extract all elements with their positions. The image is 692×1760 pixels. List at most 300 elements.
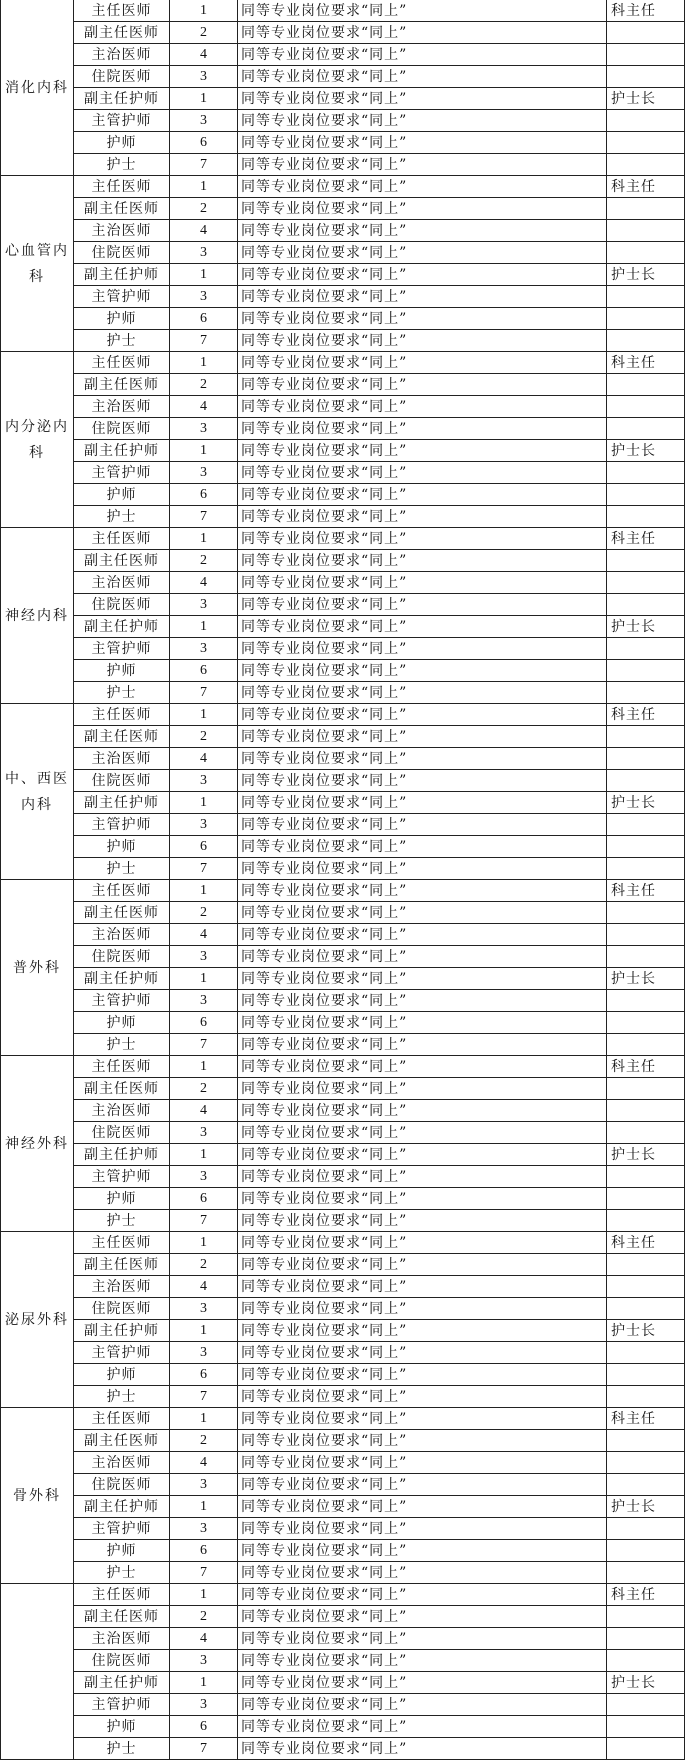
- table-row: [1, 704, 685, 726]
- role-cell: [607, 506, 685, 528]
- role-cell: [607, 1386, 685, 1408]
- position-cell: 住院医师: [74, 946, 170, 968]
- table-row: [1, 792, 685, 814]
- role-cell: [607, 1122, 685, 1144]
- position-cell: 副主任医师: [74, 374, 170, 396]
- table-row: [1, 990, 685, 1012]
- count-cell: 2: [170, 726, 238, 748]
- requirement-cell: 同等专业岗位要求“同上”: [238, 616, 607, 638]
- table-row: [1, 176, 685, 198]
- requirement-cell: 同等专业岗位要求“同上”: [238, 440, 607, 462]
- position-cell: 主管护师: [74, 1342, 170, 1364]
- position-cell: 副主任护师: [74, 1672, 170, 1694]
- requirement-cell: 同等专业岗位要求“同上”: [238, 1430, 607, 1452]
- role-cell: 科主任: [607, 1408, 685, 1430]
- table-row: [1, 154, 685, 176]
- table-row: [1, 836, 685, 858]
- role-cell: [607, 550, 685, 572]
- count-cell: 1: [170, 176, 238, 198]
- count-cell: 1: [170, 1584, 238, 1606]
- requirement-cell: 同等专业岗位要求“同上”: [238, 1672, 607, 1694]
- requirement-cell: 同等专业岗位要求“同上”: [238, 1738, 607, 1760]
- position-cell: 主管护师: [74, 638, 170, 660]
- requirement-cell: 同等专业岗位要求“同上”: [238, 968, 607, 990]
- role-cell: [607, 242, 685, 264]
- role-cell: [607, 1452, 685, 1474]
- table-row: [1, 1100, 685, 1122]
- count-cell: 1: [170, 1496, 238, 1518]
- count-cell: 3: [170, 1166, 238, 1188]
- count-cell: 6: [170, 484, 238, 506]
- requirement-cell: 同等专业岗位要求“同上”: [238, 1122, 607, 1144]
- position-cell: 主治医师: [74, 1100, 170, 1122]
- table-row: [1, 286, 685, 308]
- position-cell: 护师: [74, 660, 170, 682]
- count-cell: 3: [170, 242, 238, 264]
- table-row: [1, 484, 685, 506]
- position-cell: 副主任医师: [74, 198, 170, 220]
- count-cell: 6: [170, 1188, 238, 1210]
- position-cell: 主任医师: [74, 1584, 170, 1606]
- requirement-cell: 同等专业岗位要求“同上”: [238, 946, 607, 968]
- table-row: [1, 946, 685, 968]
- table-row: [1, 1408, 685, 1430]
- role-cell: [607, 1716, 685, 1738]
- position-cell: 副主任医师: [74, 1254, 170, 1276]
- position-cell: 主任医师: [74, 1408, 170, 1430]
- department-cell: [1, 1584, 74, 1760]
- position-cell: 主管护师: [74, 286, 170, 308]
- count-cell: 7: [170, 154, 238, 176]
- table-row: [1, 1738, 685, 1760]
- count-cell: 2: [170, 198, 238, 220]
- role-cell: [607, 1364, 685, 1386]
- count-cell: 6: [170, 1364, 238, 1386]
- requirement-cell: 同等专业岗位要求“同上”: [238, 396, 607, 418]
- position-cell: 护士: [74, 1210, 170, 1232]
- table-row: [1, 264, 685, 286]
- position-cell: 主管护师: [74, 110, 170, 132]
- requirement-cell: 同等专业岗位要求“同上”: [238, 814, 607, 836]
- position-cell: 住院医师: [74, 418, 170, 440]
- role-cell: 护士长: [607, 440, 685, 462]
- requirement-cell: 同等专业岗位要求“同上”: [238, 1254, 607, 1276]
- requirement-cell: 同等专业岗位要求“同上”: [238, 506, 607, 528]
- count-cell: 2: [170, 1254, 238, 1276]
- table-row: [1, 1650, 685, 1672]
- count-cell: 2: [170, 550, 238, 572]
- count-cell: 1: [170, 1056, 238, 1078]
- requirement-cell: 同等专业岗位要求“同上”: [238, 1276, 607, 1298]
- role-cell: 科主任: [607, 704, 685, 726]
- table-row: [1, 1628, 685, 1650]
- table-row: [1, 770, 685, 792]
- table-row: [1, 1716, 685, 1738]
- position-cell: 副主任医师: [74, 1430, 170, 1452]
- table-row: [1, 726, 685, 748]
- role-cell: [607, 132, 685, 154]
- count-cell: 4: [170, 748, 238, 770]
- role-cell: [607, 66, 685, 88]
- position-cell: 副主任护师: [74, 1144, 170, 1166]
- role-cell: [607, 1254, 685, 1276]
- count-cell: 7: [170, 1386, 238, 1408]
- count-cell: 4: [170, 1276, 238, 1298]
- requirement-cell: 同等专业岗位要求“同上”: [238, 1716, 607, 1738]
- count-cell: 3: [170, 1650, 238, 1672]
- count-cell: 1: [170, 264, 238, 286]
- department-cell: 神经内科: [1, 528, 74, 704]
- count-cell: 3: [170, 1122, 238, 1144]
- count-cell: 2: [170, 22, 238, 44]
- count-cell: 1: [170, 968, 238, 990]
- count-cell: 3: [170, 946, 238, 968]
- table-row: [1, 1496, 685, 1518]
- requirement-cell: 同等专业岗位要求“同上”: [238, 110, 607, 132]
- position-cell: 主管护师: [74, 1518, 170, 1540]
- count-cell: 1: [170, 1408, 238, 1430]
- count-cell: 7: [170, 1562, 238, 1584]
- table-row: [1, 1188, 685, 1210]
- table-row: [1, 1672, 685, 1694]
- table-row: [1, 1012, 685, 1034]
- requirement-cell: 同等专业岗位要求“同上”: [238, 1628, 607, 1650]
- role-cell: 科主任: [607, 528, 685, 550]
- role-cell: [607, 484, 685, 506]
- table-row: [1, 1034, 685, 1056]
- role-cell: [607, 374, 685, 396]
- table-row: [1, 1364, 685, 1386]
- table-row: [1, 1474, 685, 1496]
- requirement-cell: 同等专业岗位要求“同上”: [238, 462, 607, 484]
- table-row: [1, 308, 685, 330]
- role-cell: 科主任: [607, 176, 685, 198]
- position-cell: 住院医师: [74, 66, 170, 88]
- role-cell: 科主任: [607, 1584, 685, 1606]
- table-row: [1, 880, 685, 902]
- count-cell: 4: [170, 396, 238, 418]
- requirement-cell: 同等专业岗位要求“同上”: [238, 220, 607, 242]
- role-cell: [607, 748, 685, 770]
- role-cell: [607, 44, 685, 66]
- department-cell: 普外科: [1, 880, 74, 1056]
- role-cell: 科主任: [607, 1232, 685, 1254]
- position-cell: 主任医师: [74, 352, 170, 374]
- position-cell: 住院医师: [74, 770, 170, 792]
- table-row: [1, 1694, 685, 1716]
- position-cell: 护士: [74, 506, 170, 528]
- requirement-cell: 同等专业岗位要求“同上”: [238, 1298, 607, 1320]
- count-cell: 7: [170, 1210, 238, 1232]
- requirement-cell: 同等专业岗位要求“同上”: [238, 1078, 607, 1100]
- table-row: [1, 1232, 685, 1254]
- role-cell: [607, 814, 685, 836]
- count-cell: 4: [170, 1628, 238, 1650]
- position-cell: 护士: [74, 682, 170, 704]
- position-cell: 主治医师: [74, 44, 170, 66]
- table-row: [1, 638, 685, 660]
- count-cell: 6: [170, 1716, 238, 1738]
- position-cell: 主治医师: [74, 1276, 170, 1298]
- requirement-cell: 同等专业岗位要求“同上”: [238, 1408, 607, 1430]
- table-row: [1, 1122, 685, 1144]
- role-cell: [607, 1100, 685, 1122]
- count-cell: 7: [170, 330, 238, 352]
- role-cell: [607, 1540, 685, 1562]
- role-cell: [607, 1738, 685, 1760]
- table-row: [1, 0, 685, 22]
- role-cell: [607, 726, 685, 748]
- count-cell: 1: [170, 0, 238, 22]
- count-cell: 3: [170, 770, 238, 792]
- position-cell: 主任医师: [74, 0, 170, 22]
- count-cell: 3: [170, 1518, 238, 1540]
- role-cell: [607, 198, 685, 220]
- requirement-cell: 同等专业岗位要求“同上”: [238, 990, 607, 1012]
- requirement-cell: 同等专业岗位要求“同上”: [238, 330, 607, 352]
- requirement-cell: 同等专业岗位要求“同上”: [238, 902, 607, 924]
- role-cell: [607, 990, 685, 1012]
- role-cell: [607, 660, 685, 682]
- position-cell: 副主任护师: [74, 616, 170, 638]
- position-cell: 护士: [74, 1386, 170, 1408]
- position-cell: 副主任护师: [74, 264, 170, 286]
- position-cell: 主任医师: [74, 704, 170, 726]
- position-cell: 护士: [74, 154, 170, 176]
- requirement-cell: 同等专业岗位要求“同上”: [238, 264, 607, 286]
- requirement-cell: 同等专业岗位要求“同上”: [238, 176, 607, 198]
- count-cell: 1: [170, 880, 238, 902]
- role-cell: [607, 1650, 685, 1672]
- role-cell: [607, 1012, 685, 1034]
- table-row: [1, 132, 685, 154]
- role-cell: [607, 1078, 685, 1100]
- role-cell: [607, 1276, 685, 1298]
- table-row: [1, 1518, 685, 1540]
- role-cell: [607, 462, 685, 484]
- count-cell: 3: [170, 1474, 238, 1496]
- count-cell: 6: [170, 1012, 238, 1034]
- table-row: [1, 506, 685, 528]
- table-row: [1, 682, 685, 704]
- count-cell: 1: [170, 1232, 238, 1254]
- count-cell: 1: [170, 88, 238, 110]
- table-row: [1, 1078, 685, 1100]
- position-cell: 副主任医师: [74, 550, 170, 572]
- requirement-cell: 同等专业岗位要求“同上”: [238, 836, 607, 858]
- requirement-cell: 同等专业岗位要求“同上”: [238, 528, 607, 550]
- requirement-cell: 同等专业岗位要求“同上”: [238, 594, 607, 616]
- count-cell: 3: [170, 66, 238, 88]
- role-cell: [607, 22, 685, 44]
- position-cell: 主治医师: [74, 924, 170, 946]
- requirement-cell: 同等专业岗位要求“同上”: [238, 286, 607, 308]
- requirement-cell: 同等专业岗位要求“同上”: [238, 1034, 607, 1056]
- table-row: [1, 660, 685, 682]
- position-cell: 副主任医师: [74, 1078, 170, 1100]
- count-cell: 1: [170, 704, 238, 726]
- position-cell: 住院医师: [74, 1650, 170, 1672]
- count-cell: 4: [170, 572, 238, 594]
- table-row: [1, 242, 685, 264]
- count-cell: 3: [170, 1694, 238, 1716]
- department-cell: 心血管内科: [1, 176, 74, 352]
- requirement-cell: 同等专业岗位要求“同上”: [238, 242, 607, 264]
- position-cell: 主管护师: [74, 990, 170, 1012]
- role-cell: [607, 1562, 685, 1584]
- count-cell: 4: [170, 44, 238, 66]
- position-cell: 副主任医师: [74, 726, 170, 748]
- position-cell: 副主任护师: [74, 440, 170, 462]
- position-cell: 护士: [74, 1562, 170, 1584]
- position-cell: 护士: [74, 1738, 170, 1760]
- role-cell: [607, 330, 685, 352]
- role-cell: 护士长: [607, 1496, 685, 1518]
- position-cell: 副主任护师: [74, 1496, 170, 1518]
- requirement-cell: 同等专业岗位要求“同上”: [238, 374, 607, 396]
- table-row: [1, 88, 685, 110]
- requirement-cell: 同等专业岗位要求“同上”: [238, 1540, 607, 1562]
- count-cell: 1: [170, 528, 238, 550]
- requirement-cell: 同等专业岗位要求“同上”: [238, 748, 607, 770]
- requirement-cell: 同等专业岗位要求“同上”: [238, 1144, 607, 1166]
- count-cell: 1: [170, 1672, 238, 1694]
- position-cell: 护士: [74, 330, 170, 352]
- position-cell: 护师: [74, 1364, 170, 1386]
- table-row: [1, 440, 685, 462]
- count-cell: 4: [170, 924, 238, 946]
- position-cell: 护师: [74, 1540, 170, 1562]
- role-cell: [607, 1474, 685, 1496]
- table-row: [1, 1166, 685, 1188]
- requirement-cell: 同等专业岗位要求“同上”: [238, 1606, 607, 1628]
- position-cell: 主治医师: [74, 1452, 170, 1474]
- table-row: [1, 1210, 685, 1232]
- count-cell: 2: [170, 1078, 238, 1100]
- count-cell: 3: [170, 462, 238, 484]
- count-cell: 7: [170, 1034, 238, 1056]
- role-cell: [607, 1034, 685, 1056]
- role-cell: 科主任: [607, 0, 685, 22]
- role-cell: [607, 1518, 685, 1540]
- role-cell: 科主任: [607, 1056, 685, 1078]
- count-cell: 6: [170, 308, 238, 330]
- role-cell: [607, 154, 685, 176]
- count-cell: 3: [170, 1342, 238, 1364]
- requirement-cell: 同等专业岗位要求“同上”: [238, 66, 607, 88]
- position-cell: 主管护师: [74, 1694, 170, 1716]
- count-cell: 7: [170, 858, 238, 880]
- role-cell: [607, 286, 685, 308]
- count-cell: 1: [170, 792, 238, 814]
- position-cell: 主任医师: [74, 528, 170, 550]
- requirement-cell: 同等专业岗位要求“同上”: [238, 1232, 607, 1254]
- requirement-cell: 同等专业岗位要求“同上”: [238, 1166, 607, 1188]
- requirement-cell: 同等专业岗位要求“同上”: [238, 308, 607, 330]
- count-cell: 3: [170, 1298, 238, 1320]
- role-cell: 科主任: [607, 880, 685, 902]
- position-cell: 护师: [74, 484, 170, 506]
- count-cell: 6: [170, 660, 238, 682]
- role-cell: 护士长: [607, 264, 685, 286]
- role-cell: 护士长: [607, 1144, 685, 1166]
- role-cell: [607, 1430, 685, 1452]
- count-cell: 3: [170, 990, 238, 1012]
- position-cell: 副主任医师: [74, 902, 170, 924]
- count-cell: 2: [170, 1606, 238, 1628]
- role-cell: [607, 836, 685, 858]
- requirement-cell: 同等专业岗位要求“同上”: [238, 1452, 607, 1474]
- requirement-cell: 同等专业岗位要求“同上”: [238, 1210, 607, 1232]
- requirement-cell: 同等专业岗位要求“同上”: [238, 1518, 607, 1540]
- requirement-cell: 同等专业岗位要求“同上”: [238, 726, 607, 748]
- table-row: [1, 616, 685, 638]
- table-row: [1, 1144, 685, 1166]
- table-row: [1, 1254, 685, 1276]
- table-row: [1, 1056, 685, 1078]
- department-cell: 中、西医内科: [1, 704, 74, 880]
- position-cell: 护师: [74, 1188, 170, 1210]
- position-cell: 住院医师: [74, 1122, 170, 1144]
- table-row: [1, 814, 685, 836]
- position-cell: 主管护师: [74, 1166, 170, 1188]
- count-cell: 4: [170, 1452, 238, 1474]
- position-cell: 护师: [74, 308, 170, 330]
- table-row: [1, 968, 685, 990]
- position-cell: 主任医师: [74, 880, 170, 902]
- role-cell: [607, 1166, 685, 1188]
- table-row: [1, 44, 685, 66]
- requirement-cell: 同等专业岗位要求“同上”: [238, 1386, 607, 1408]
- count-cell: 2: [170, 902, 238, 924]
- role-cell: 护士长: [607, 792, 685, 814]
- requirement-cell: 同等专业岗位要求“同上”: [238, 484, 607, 506]
- requirement-cell: 同等专业岗位要求“同上”: [238, 1342, 607, 1364]
- requirement-cell: 同等专业岗位要求“同上”: [238, 880, 607, 902]
- table-row: [1, 550, 685, 572]
- table-row: [1, 1606, 685, 1628]
- role-cell: 护士长: [607, 616, 685, 638]
- requirement-cell: 同等专业岗位要求“同上”: [238, 550, 607, 572]
- requirement-cell: 同等专业岗位要求“同上”: [238, 418, 607, 440]
- count-cell: 1: [170, 1320, 238, 1342]
- count-cell: 3: [170, 418, 238, 440]
- requirement-cell: 同等专业岗位要求“同上”: [238, 1584, 607, 1606]
- role-cell: [607, 594, 685, 616]
- requirement-cell: 同等专业岗位要求“同上”: [238, 660, 607, 682]
- position-cell: 副主任医师: [74, 22, 170, 44]
- table-row: [1, 924, 685, 946]
- count-cell: 1: [170, 352, 238, 374]
- role-cell: 科主任: [607, 352, 685, 374]
- requirement-cell: 同等专业岗位要求“同上”: [238, 1188, 607, 1210]
- table-row: [1, 1452, 685, 1474]
- position-cell: 主任医师: [74, 1232, 170, 1254]
- position-cell: 副主任护师: [74, 968, 170, 990]
- role-cell: [607, 1628, 685, 1650]
- department-cell: 消化内科: [1, 0, 74, 176]
- role-cell: [607, 924, 685, 946]
- role-cell: [607, 220, 685, 242]
- position-cell: 护师: [74, 1012, 170, 1034]
- position-cell: 护师: [74, 132, 170, 154]
- table-row: [1, 1320, 685, 1342]
- requirement-cell: 同等专业岗位要求“同上”: [238, 682, 607, 704]
- position-cell: 主治医师: [74, 220, 170, 242]
- requirement-cell: 同等专业岗位要求“同上”: [238, 1056, 607, 1078]
- role-cell: [607, 946, 685, 968]
- role-cell: [607, 858, 685, 880]
